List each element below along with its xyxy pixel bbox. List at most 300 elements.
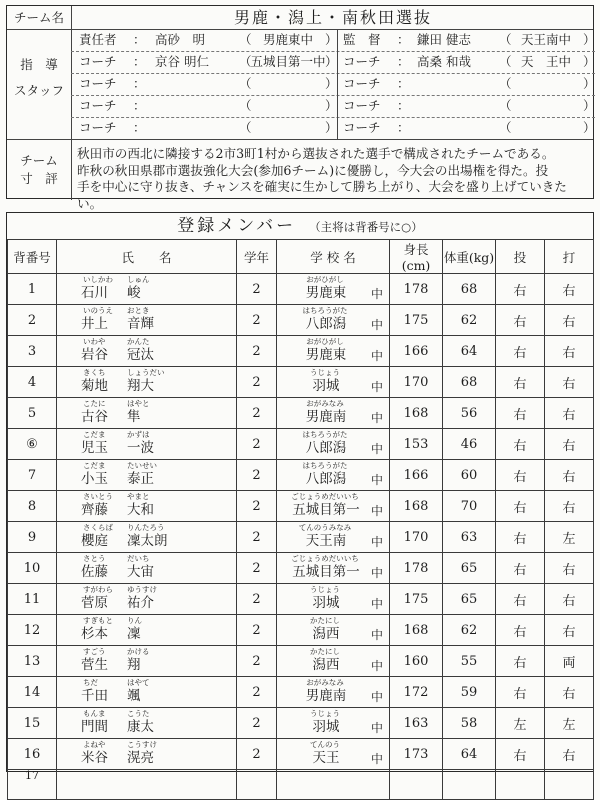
staff-right-paren-open: （ [499,76,512,91]
critique-line: 秋田市の西北に隣接する2市3町1村から選抜された選手で構成されたチームである。 [77,146,555,161]
team-critique [77,146,591,212]
player-school: 潟西 [312,657,340,673]
player-height: 170 [390,522,443,553]
staff-left-colon: ： [133,54,146,69]
player-number: 1 [8,274,57,305]
player-number: 2 [8,305,57,336]
player-kana-given: りんたろう [127,523,165,532]
player-school: 潟西 [312,626,340,642]
player-given-name: 大宙 [127,564,154,580]
player-surname: 石川 [81,285,108,301]
player-height: 173 [390,739,443,770]
player-school: 男鹿東 [305,347,347,363]
player-school-wrap [277,274,389,304]
player-name-wrap [57,615,236,645]
player-height: 178 [390,553,443,584]
player-surname: 門間 [81,719,108,735]
player-school-cell [277,739,390,770]
player-kana-surname: いのうえ [83,306,113,315]
player-school-kana: おがみなみ [306,678,344,687]
player-grade: 2 [237,367,277,398]
staff-right-paren-close: ） [583,54,596,69]
staff-left-paren-close: ） [325,120,338,135]
staff-right-role: コーチ [343,76,381,91]
player-school: 八郎潟 [305,440,347,456]
player-height: 166 [390,460,443,491]
staff-right-name [417,75,497,93]
player-number: 11 [8,584,57,615]
player-grade: 2 [237,708,277,739]
player-school-wrap [277,646,389,676]
staff-right-org [509,97,583,115]
player-surname: 岩谷 [81,347,108,363]
staff-left-paren-close: ） [325,98,338,113]
player-kana-given: こうた [127,709,150,718]
player-given-name: 翔大 [127,378,154,394]
player-height: 170 [390,367,443,398]
player-name-wrap [57,553,236,583]
staff-right-org: 天王南中 [520,32,571,47]
player-bats: 右 [545,274,594,305]
player-grade: 2 [237,646,277,677]
player-kana-given: はやて [127,678,150,687]
player-throws: 右 [496,522,545,553]
staff-right-name [417,119,497,137]
player-throws: 右 [496,584,545,615]
player-kana-surname: いわや [83,337,106,346]
school-suffix: 中 [370,380,383,394]
staff-right-role: コーチ [343,98,381,113]
player-school: 男鹿東 [305,285,347,301]
player-name-wrap [57,398,236,428]
player-weight: 55 [443,646,496,677]
player-school: 天王 [312,750,340,766]
player-school-cell [277,429,390,460]
school-suffix: 中 [370,349,383,363]
player-given-name: 祐介 [127,595,154,611]
school-suffix: 中 [370,535,383,549]
player-bats: 右 [545,305,594,336]
player-kana-surname: さとう [83,554,106,563]
player-school-cell [277,677,390,708]
player-kana-surname: ちだ [83,678,98,687]
player-bats: 右 [545,739,594,770]
player-school-kana: かたにし [310,647,340,656]
player-school-cell [277,336,390,367]
player-surname: 千田 [81,688,108,704]
empty-cell [57,770,237,800]
player-given-name: 大和 [127,502,154,518]
school-suffix: 中 [370,597,383,611]
player-grade: 2 [237,522,277,553]
staff-left-name: 高砂 明 [155,32,206,47]
roster-table [7,239,594,800]
header-throws: 投 [496,240,545,274]
player-name-cell [57,305,237,336]
player-school-kana: はちろうがた [302,430,348,439]
player-weight: 68 [443,367,496,398]
player-school-kana: てんのう [310,740,340,749]
player-kana-given: おとき [127,306,150,315]
staff-left-paren-open: （ [239,32,252,47]
player-given-name: 滉亮 [127,750,154,766]
staff-right-paren-open: （ [499,54,512,69]
roster-row [8,491,594,522]
staff-left-colon: ： [133,120,146,135]
player-school: 男鹿南 [305,688,347,704]
player-weight: 68 [443,274,496,305]
empty-cell [545,770,594,800]
staff-left-role: コーチ [79,98,117,113]
player-school-kana: うじょう [310,368,340,377]
player-kana-given: りん [127,616,142,625]
player-weight: 63 [443,522,496,553]
player-bats: 右 [545,553,594,584]
player-school-cell [277,398,390,429]
player-name-wrap [57,429,236,459]
player-weight: 64 [443,336,496,367]
player-school-wrap [277,398,389,428]
player-school-kana: おがみなみ [306,399,344,408]
staff-right-org [509,119,583,137]
player-grade: 2 [237,305,277,336]
label-divider [71,6,72,200]
player-number: 10 [8,553,57,584]
player-school-cell [277,584,390,615]
empty-cell [443,770,496,800]
player-throws: 右 [496,398,545,429]
player-kana-surname: こだま [83,430,106,439]
player-height: 178 [390,274,443,305]
player-grade: 2 [237,739,277,770]
player-name-wrap [57,460,236,490]
player-school-wrap [277,584,389,614]
player-name-cell [57,615,237,646]
player-name-wrap [57,584,236,614]
player-school-kana: うじょう [310,585,340,594]
staff-left-paren-close: ） [325,54,338,69]
school-suffix: 中 [370,659,383,673]
player-name-cell [57,584,237,615]
staff-left-paren-close: ） [325,32,338,47]
roster-row [8,460,594,491]
player-kana-surname: こだま [83,461,106,470]
player-name-cell [57,677,237,708]
staff-right-role: コーチ [343,54,381,69]
player-given-name: 音輝 [127,316,154,332]
player-number: 16 [8,739,57,770]
player-kana-surname: すがわら [83,585,113,594]
player-number: 12 [8,615,57,646]
staff-divider [7,139,593,140]
school-suffix: 中 [370,504,383,518]
staff-left-role: 責任者 [79,32,117,47]
player-school: 羽城 [312,595,340,611]
player-throws: 右 [496,305,545,336]
player-kana-given: しゅん [127,275,150,284]
header-bats: 打 [545,240,594,274]
player-surname: 井上 [81,316,108,332]
staff-row-line [71,51,595,52]
player-school: 五城目第一 [292,502,360,518]
player-kana-surname: さくらば [83,523,113,532]
player-number: 8 [8,491,57,522]
staff-row-line [71,117,595,118]
roster-header [7,213,593,239]
staff-label-line1: 指 導 [20,57,58,72]
player-bats: 両 [545,646,594,677]
player-kana-given: やまと [127,492,150,501]
player-number: 15 [8,708,57,739]
player-surname: 齊藤 [81,502,108,518]
staff-right-name [417,97,497,115]
player-bats: 右 [545,336,594,367]
player-grade: 2 [237,615,277,646]
staff-right-org: 天 王中 [520,54,571,69]
roster-body [8,274,594,800]
player-throws: 右 [496,429,545,460]
player-throws: 右 [496,615,545,646]
player-kana-given: かずは [127,430,150,439]
player-school: 羽城 [312,719,340,735]
player-given-name: 隼 [127,409,141,425]
player-bats: 右 [545,491,594,522]
empty-cell [277,770,390,800]
staff-left-paren-close: ） [325,76,338,91]
roster-row [8,398,594,429]
player-weight: 60 [443,460,496,491]
player-school-kana: かたにし [310,616,340,625]
player-throws: 右 [496,553,545,584]
player-given-name: 翔 [127,657,141,673]
player-weight: 65 [443,553,496,584]
player-bats: 右 [545,615,594,646]
player-school-wrap [277,491,389,521]
player-kana-given: こうすけ [127,740,157,749]
school-suffix: 中 [370,287,383,301]
school-suffix: 中 [370,473,383,487]
roster-row [8,615,594,646]
roster-row [8,677,594,708]
staff-right-name: 高桑 和哉 [417,54,471,69]
player-height: 153 [390,429,443,460]
player-height: 172 [390,677,443,708]
player-school-cell [277,460,390,491]
player-school-kana: ごじょうめだいいち [291,554,359,563]
player-weight: 59 [443,677,496,708]
player-bats: 右 [545,367,594,398]
player-given-name: 峻 [127,285,141,301]
player-kana-surname: さいとう [83,492,113,501]
header-name: 氏 名 [57,240,237,274]
player-height: 168 [390,615,443,646]
player-school-cell [277,274,390,305]
player-surname: 杉本 [81,626,108,642]
player-kana-given: たいせい [127,461,157,470]
player-school-wrap [277,336,389,366]
player-weight: 58 [443,708,496,739]
player-school: 八郎潟 [305,316,347,332]
player-school-kana: ごじょうめだいいち [291,492,359,501]
player-bats: 左 [545,708,594,739]
header-grade: 学年 [237,240,277,274]
player-school-cell [277,367,390,398]
staff-left-colon: ： [133,32,146,47]
player-height: 160 [390,646,443,677]
player-school-wrap [277,522,389,552]
roster-row [8,367,594,398]
player-school-cell [277,708,390,739]
staff-left-name [155,97,252,115]
player-given-name: 康太 [127,719,154,735]
player-name-wrap [57,305,236,335]
school-suffix: 中 [370,628,383,642]
team-name-label: チーム名 [13,10,64,25]
player-surname: 菊地 [81,378,108,394]
roster-row [8,336,594,367]
roster-row [8,522,594,553]
roster-row [8,584,594,615]
staff-left-paren-open: （ [239,98,252,113]
player-bats: 右 [545,677,594,708]
roster-row [8,708,594,739]
player-grade: 2 [237,677,277,708]
player-grade: 2 [237,398,277,429]
player-number: 17 [8,770,57,800]
player-weight: 64 [443,739,496,770]
staff-right-paren-open: （ [499,98,512,113]
school-suffix: 中 [370,566,383,580]
player-kana-given: はやと [127,399,150,408]
player-height: 168 [390,398,443,429]
player-name-cell [57,739,237,770]
player-number: 9 [8,522,57,553]
player-throws: 右 [496,677,545,708]
player-school-kana: うじょう [310,709,340,718]
staff-label-line2: スタッフ [13,83,64,98]
player-school-kana: はちろうがた [302,461,348,470]
staff-left-org [249,97,327,115]
player-school-wrap [277,367,389,397]
critique-label-line2: 寸 評 [20,171,58,186]
player-kana-given: ゆうすけ [127,585,157,594]
player-kana-given: かける [127,647,150,656]
school-suffix: 中 [370,690,383,704]
header-height: 身長(cm) [390,240,443,274]
player-school-kana: おがひがし [306,337,344,346]
school-suffix: 中 [370,318,383,332]
empty-cell [496,770,545,800]
staff-left-colon: ： [133,76,146,91]
school-suffix: 中 [370,411,383,425]
player-weight: 62 [443,305,496,336]
roster-row [8,646,594,677]
player-school: 羽城 [312,378,340,394]
player-number: 14 [8,677,57,708]
critique-line: 昨秋の秋田県郡市選抜強化大会(参加6チーム)に優勝し，今大会の出場権を得た。投 [77,162,549,178]
player-name-wrap [57,708,236,738]
player-weight: 70 [443,491,496,522]
player-number: 13 [8,646,57,677]
staff-right-colon: ： [397,120,410,135]
player-height: 166 [390,336,443,367]
staff-label [7,56,71,100]
player-surname: 児玉 [81,440,108,456]
staff-left-role: コーチ [79,54,117,69]
player-throws: 右 [496,739,545,770]
player-height: 175 [390,584,443,615]
player-surname: 小玉 [81,471,108,487]
staff-left-name: 京谷 明仁 [155,54,209,69]
player-weight: 62 [443,615,496,646]
player-name-cell [57,367,237,398]
player-name-cell [57,708,237,739]
player-school: 男鹿南 [305,409,347,425]
player-kana-given: だいち [127,554,150,563]
roster-row [8,429,594,460]
player-throws: 右 [496,274,545,305]
player-name-wrap [57,739,236,769]
roster-row [8,274,594,305]
empty-cell [237,770,277,800]
player-kana-surname: すぎもと [83,616,113,625]
player-surname: 菅生 [81,657,108,673]
player-surname: 米谷 [81,750,108,766]
player-school-cell [277,522,390,553]
player-grade: 2 [237,336,277,367]
player-name-wrap [57,336,236,366]
player-name-wrap [57,491,236,521]
player-kana-surname: いしかわ [83,275,113,284]
player-school-wrap [277,460,389,490]
staff-left-org: 五城目第一中 [250,54,326,69]
player-school-kana: はちろうがた [302,306,348,315]
player-given-name: 冠汰 [127,347,154,363]
player-name-cell [57,522,237,553]
player-name-cell [57,460,237,491]
player-school: 天王南 [305,533,347,549]
staff-right-paren-open: （ [499,120,512,135]
player-bats: 右 [545,460,594,491]
roster-section [6,212,594,782]
player-grade: 2 [237,274,277,305]
staff-right-colon: ： [397,76,410,91]
critique-label-line1: チーム [20,153,58,168]
player-school-kana: おがひがし [306,275,344,284]
player-grade: 2 [237,460,277,491]
player-given-name: 颯 [127,688,141,704]
header-number: 背番号 [8,240,57,274]
critique-line: 手を中心に守り抜き、チャンスを確実に生かして勝ち上がり、大会を盛り上げていきたい。 [77,179,567,211]
staff-left-role: コーチ [79,120,117,135]
player-school-wrap [277,553,389,583]
player-throws: 右 [496,460,545,491]
player-weight: 65 [443,584,496,615]
player-name-cell [57,429,237,460]
player-school-cell [277,553,390,584]
player-weight: 56 [443,398,496,429]
player-school-wrap [277,677,389,707]
player-bats: 左 [545,522,594,553]
player-school-cell [277,615,390,646]
staff-left-colon: ： [133,98,146,113]
critique-label [7,152,71,188]
player-bats: 右 [545,398,594,429]
player-number: 5 [8,398,57,429]
roster-header-row [8,240,594,274]
team-name: 男鹿・潟上・南秋田選抜 [233,8,432,27]
roster-row-partial [8,770,594,800]
